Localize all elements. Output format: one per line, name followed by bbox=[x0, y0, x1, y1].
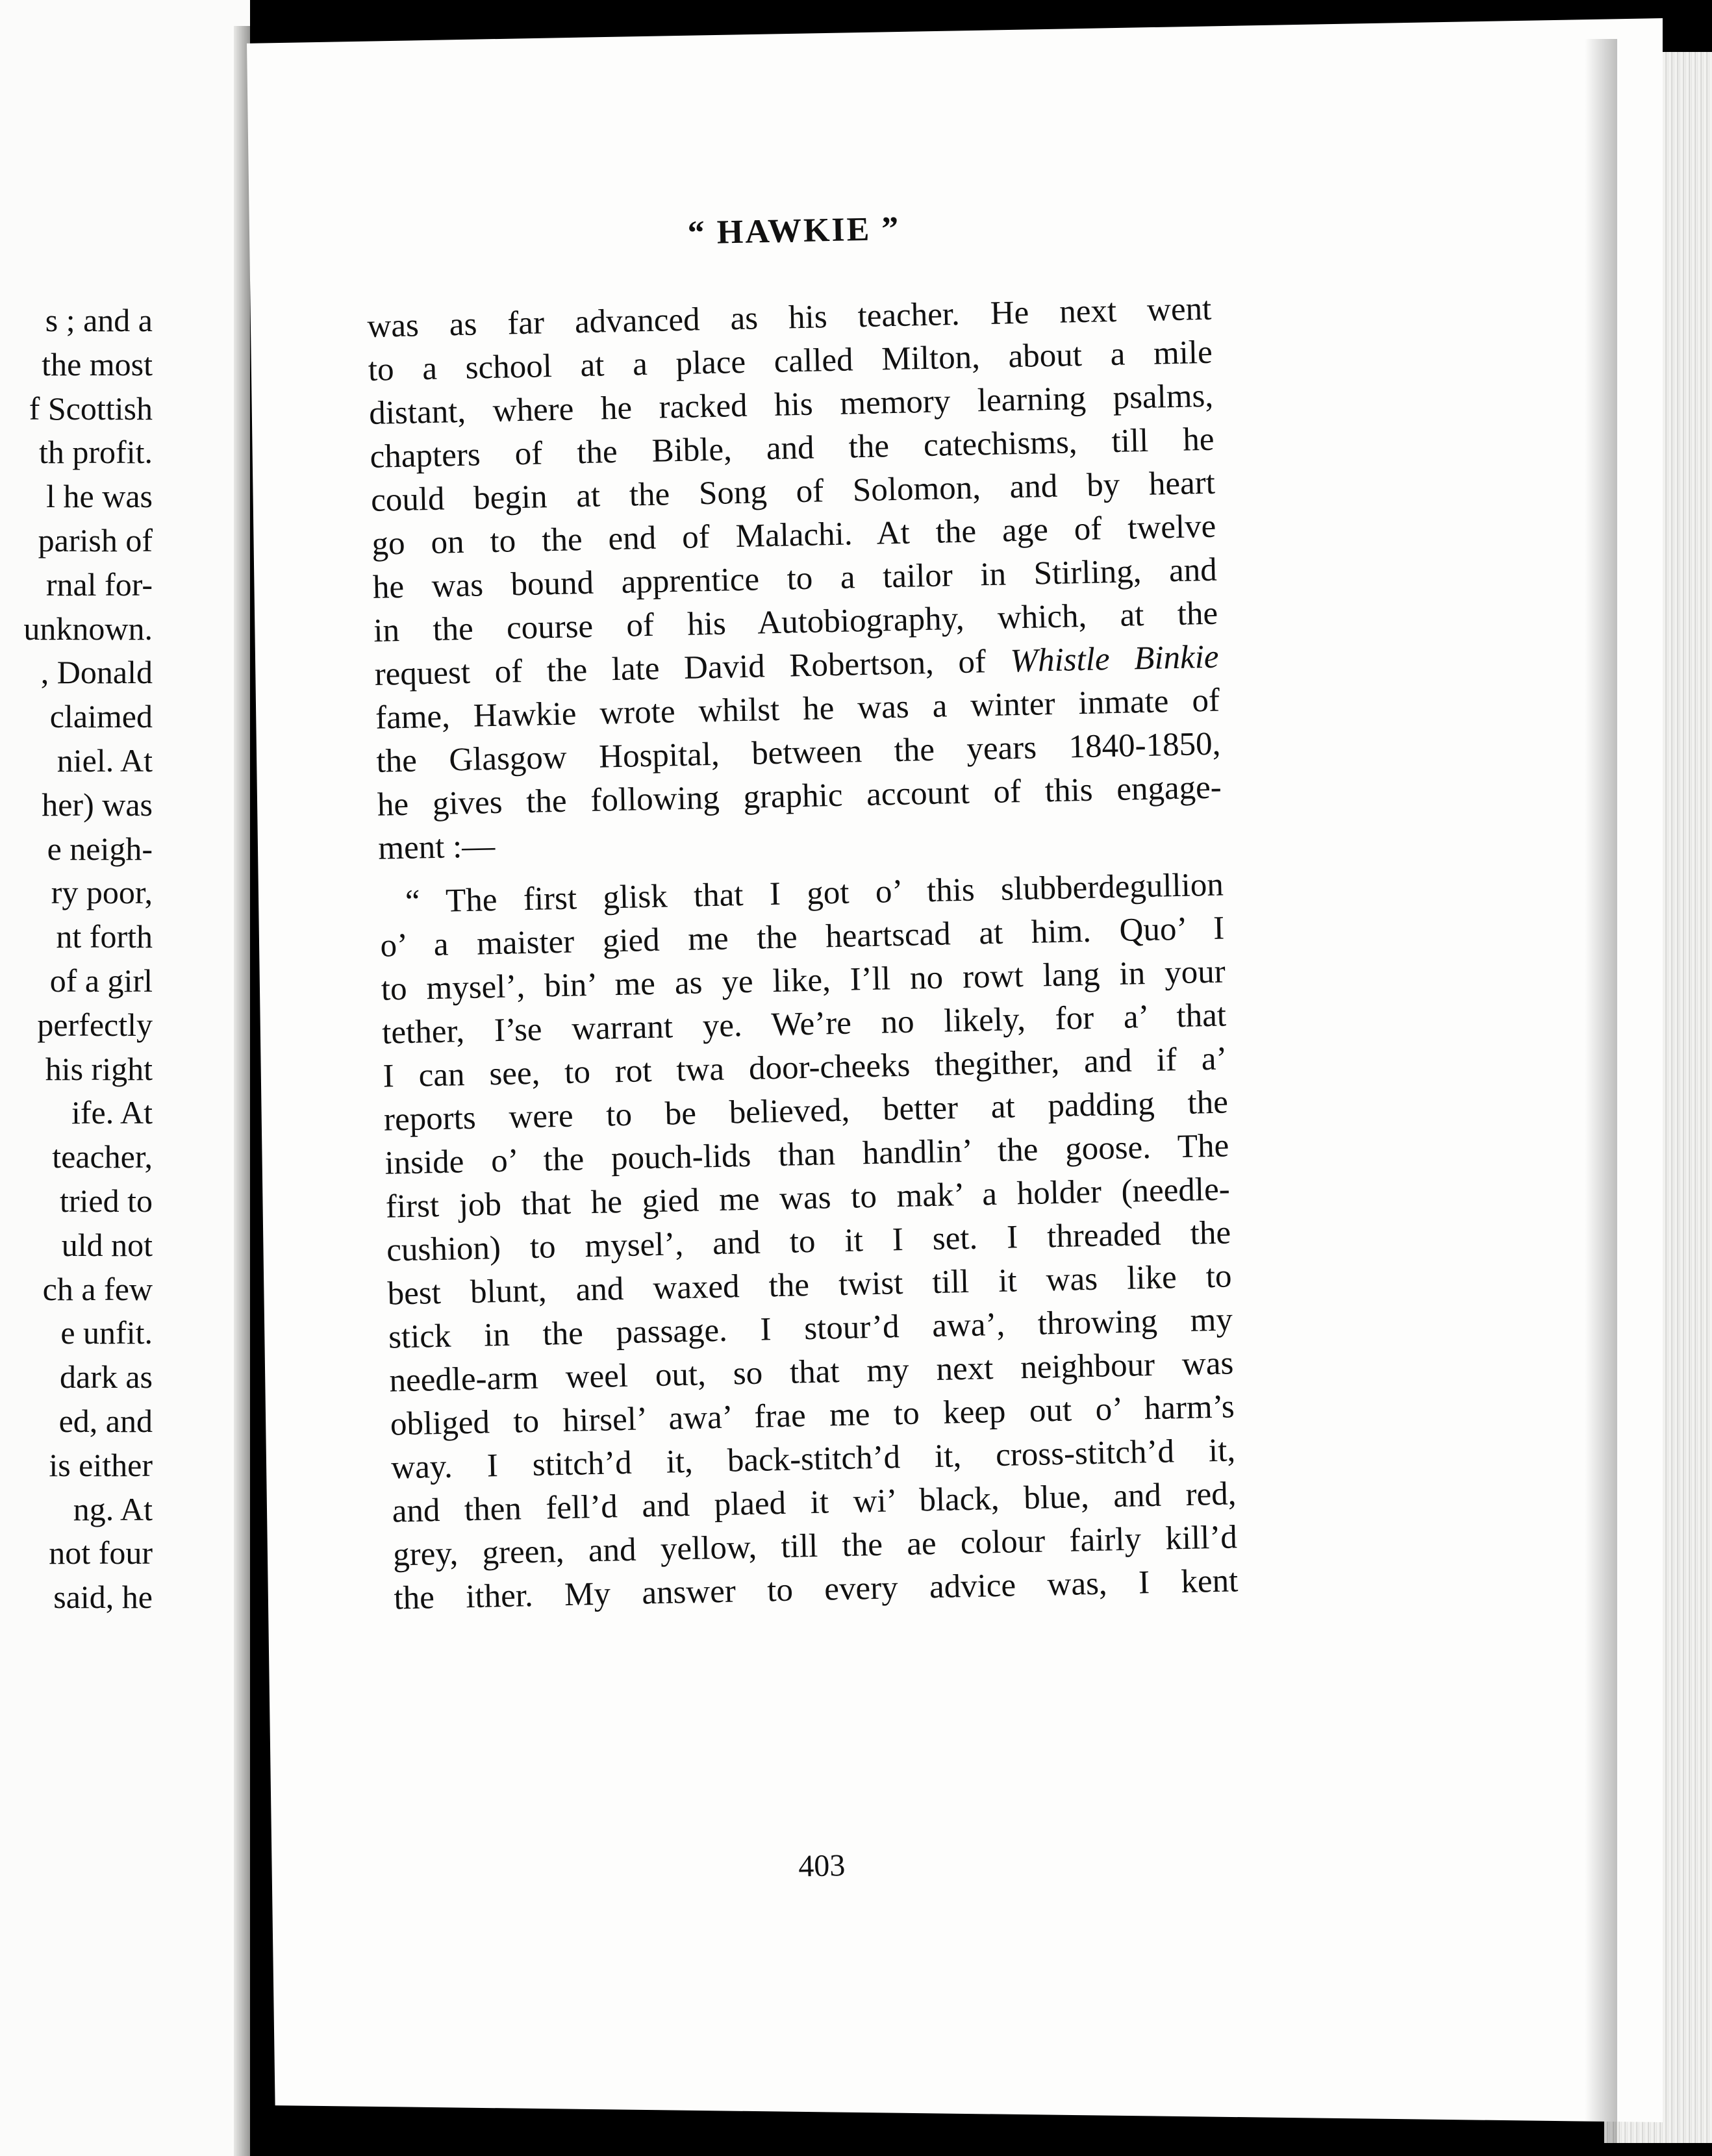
text-line: o’ a maister gied me the heartscad at him. Quo’ I bbox=[379, 910, 1225, 964]
page-number: 403 bbox=[798, 1848, 846, 1884]
left-line: the most bbox=[42, 345, 153, 382]
left-line: nt forth bbox=[56, 918, 153, 955]
text-line: the ither. My answer to every advice was, I kent bbox=[393, 1562, 1239, 1617]
text-line: cushion) to mysel’, and to it I set. I threaded the bbox=[386, 1214, 1231, 1269]
left-line: ry poor, bbox=[51, 874, 153, 911]
text-line: to a school at a place called Milton, about a mile bbox=[368, 334, 1213, 388]
left-line: parish of bbox=[38, 521, 153, 558]
text-line: inside o’ the pouch-lids than handlin’ the goose. The bbox=[384, 1127, 1229, 1182]
text-line: the Glasgow Hospital, between the years 1840-1850, bbox=[375, 725, 1221, 780]
left-line: his right bbox=[45, 1050, 153, 1087]
text-line: “ The first glisk that I got o’ this slubberdegullion bbox=[405, 866, 1224, 920]
text-line: needle-arm weel out, so that my next neighbour was bbox=[388, 1345, 1234, 1399]
left-line: ch a few bbox=[42, 1270, 153, 1307]
left-line: teacher, bbox=[52, 1138, 153, 1175]
left-line: l he was bbox=[46, 478, 153, 515]
left-line: not four bbox=[49, 1535, 153, 1572]
text-line: in the course of his Autobiography, which, at the bbox=[373, 595, 1218, 649]
text-line: tether, I’se warrant ye. We’re no likely, for a’ that bbox=[381, 997, 1227, 1051]
text-line: was as far advanced as his teacher. He next went bbox=[366, 290, 1212, 345]
left-line: uld not bbox=[61, 1226, 153, 1263]
left-line: said, he bbox=[53, 1579, 153, 1616]
text-line: could begin at the Song of Solomon, and by heart bbox=[370, 464, 1216, 519]
left-page-text bbox=[23, 299, 153, 1620]
text-line: and then fell’d and plaed it wi’ black, blue, and red, bbox=[392, 1475, 1237, 1530]
text-line: ment :— bbox=[377, 828, 496, 867]
text-line: stick in the passage. I stour’d awa’, throwing my bbox=[388, 1301, 1233, 1356]
text-line: to mysel’, bin’ me as ye like, I’ll no rowt lang in your bbox=[381, 953, 1226, 1008]
text-line: I can see, to rot twa door-cheeks thegither, and if a’ bbox=[383, 1040, 1227, 1095]
text-line: he gives the following graphic account of this engage- bbox=[377, 769, 1222, 823]
left-line: s ; and a bbox=[45, 302, 153, 338]
left-line: e unfit. bbox=[60, 1314, 153, 1351]
left-line: tried to bbox=[59, 1182, 153, 1219]
text-line: distant, where he racked his memory learning psalms, bbox=[368, 377, 1214, 432]
text-line: he was bound apprentice to a tailor in Stirling, and bbox=[372, 551, 1218, 606]
running-head: “ HAWKIE ” bbox=[687, 210, 901, 252]
left-line: , Donald bbox=[40, 654, 153, 691]
left-line: ife. At bbox=[71, 1094, 153, 1131]
text-segment: request of the late David Robertson, of bbox=[374, 643, 1011, 693]
left-line: perfectly bbox=[37, 1006, 153, 1043]
text-line: fame, Hawkie wrote whilst he was a winter inmate of bbox=[375, 682, 1220, 736]
left-line: is either bbox=[49, 1446, 153, 1483]
left-line: ng. At bbox=[73, 1490, 153, 1527]
left-line: f Scottish bbox=[29, 390, 153, 427]
italic-title: Whistle Binkie bbox=[1009, 638, 1220, 680]
left-line: niel. At bbox=[57, 742, 153, 779]
text-line: chapters of the Bible, and the catechisms, till he bbox=[370, 421, 1215, 475]
left-line: rnal for- bbox=[45, 566, 153, 603]
page-edge-shadow bbox=[1585, 39, 1617, 2143]
text-line: grey, green, and yellow, till the ae colour fairly kill’d bbox=[392, 1519, 1238, 1573]
left-line: ed, and bbox=[58, 1402, 153, 1439]
left-line: th profit. bbox=[39, 434, 153, 471]
text-line: way. I stitch’d it, back-stitch’d it, cross-stitch’d it, bbox=[390, 1432, 1236, 1486]
text-line: go on to the end of Malachi. At the age of twelve bbox=[371, 508, 1216, 562]
left-line: her) was bbox=[42, 786, 153, 823]
left-facing-page bbox=[0, 0, 250, 2156]
book-gutter bbox=[234, 26, 250, 2156]
text-line: best blunt, and waxed the twist till it was like to bbox=[387, 1258, 1233, 1312]
left-line: of a girl bbox=[49, 962, 153, 999]
left-line: dark as bbox=[60, 1359, 153, 1396]
left-line: claimed bbox=[49, 698, 153, 735]
text-line: first job that he gied me was to mak’ a holder (needle- bbox=[385, 1171, 1231, 1225]
body-text bbox=[367, 288, 1239, 1621]
left-line: e neigh- bbox=[47, 830, 153, 867]
text-line: reports were to be believed, better at padding the bbox=[383, 1084, 1229, 1138]
text-line: obliged to hirsel’ awa’ frae me to keep out o’ harm’s bbox=[390, 1388, 1235, 1443]
left-line: unknown. bbox=[23, 610, 153, 647]
